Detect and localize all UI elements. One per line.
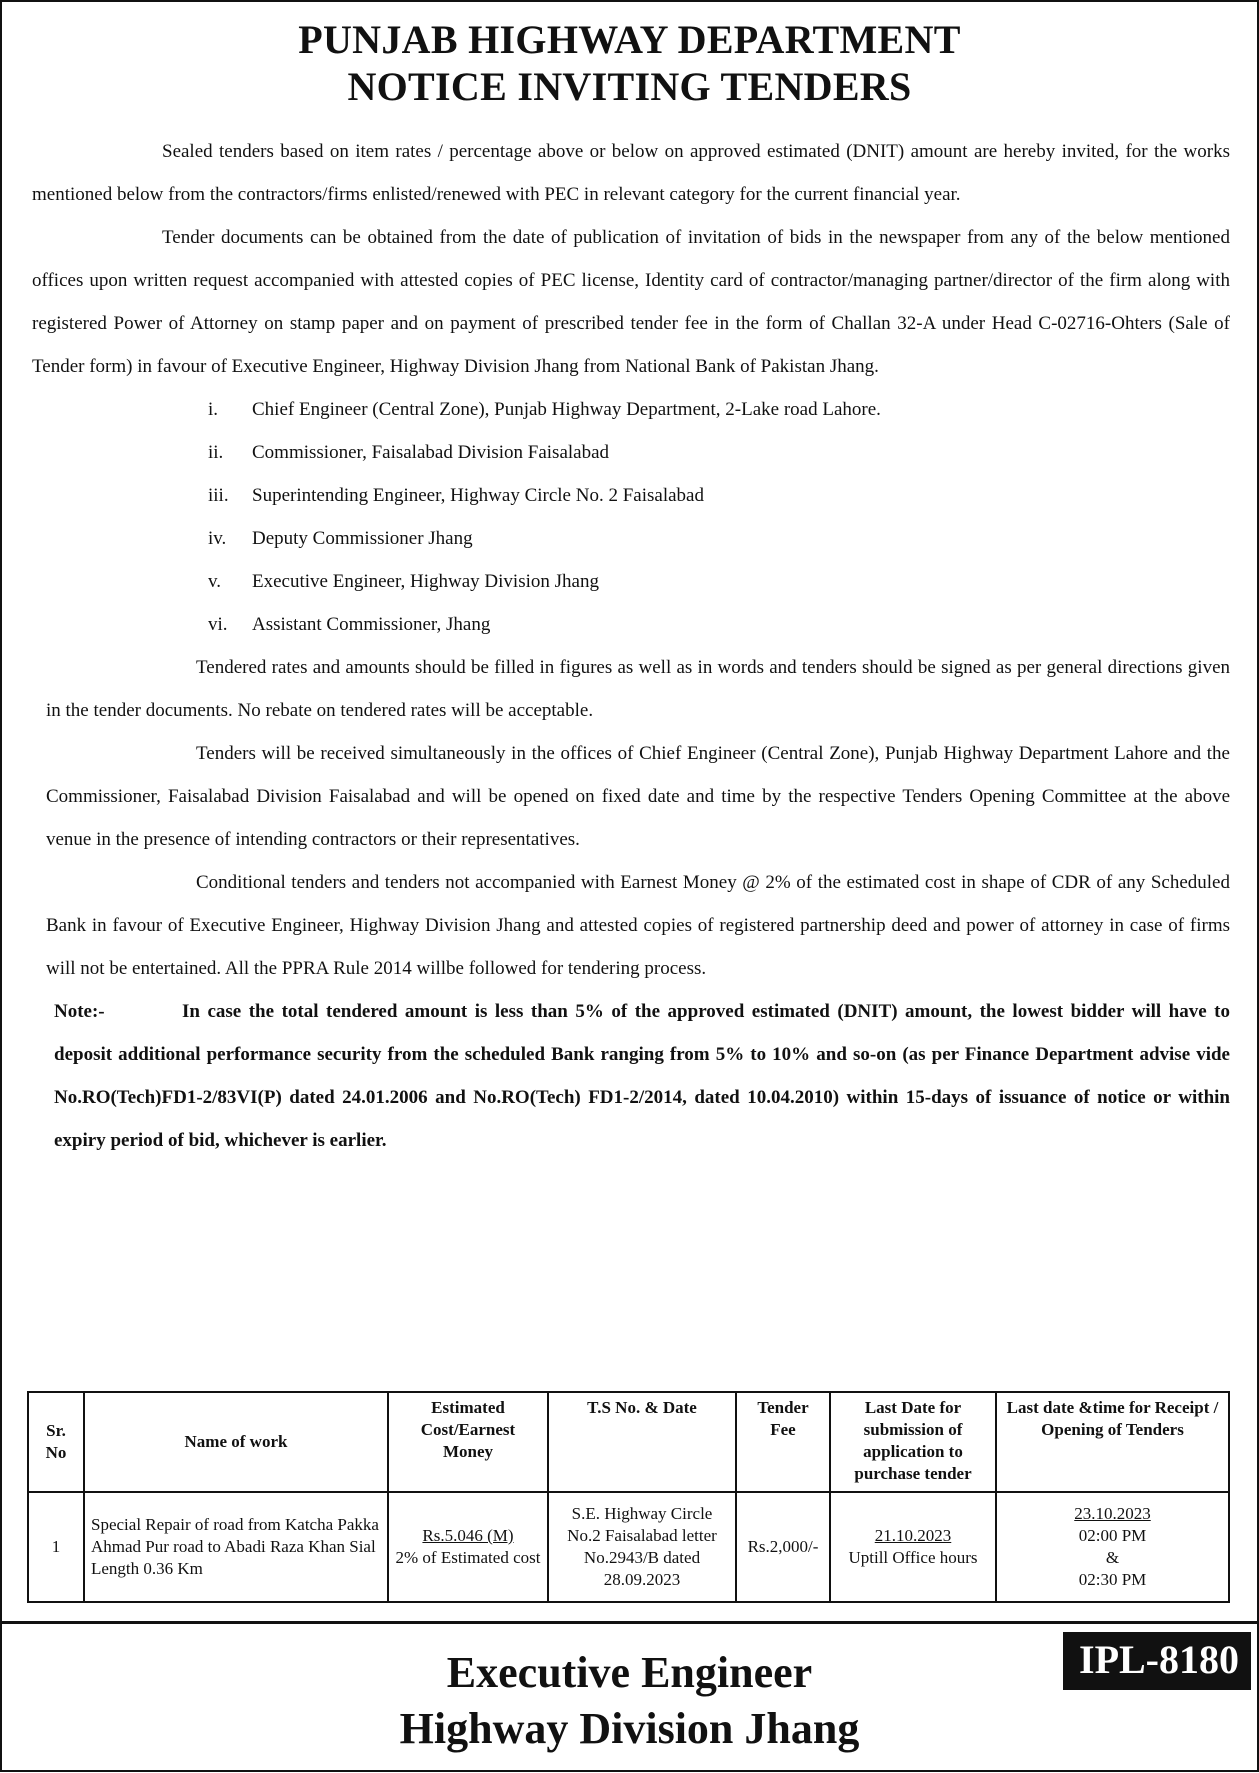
cell-tender-fee: Rs.2,000/-	[736, 1492, 830, 1602]
receipt-time: 02:00 PM	[1078, 1526, 1147, 1545]
note	[32, 990, 1230, 1162]
office-text: Executive Engineer, Highway Division Jhang	[252, 571, 599, 592]
paragraph-invitation: Sealed tenders based on item rates / percentage above or below on approved estimated (DNIT) amount are hereby invited, for the works mentioned below from the contractors/firms enlisted/renewed with PEC in relevant category for the current financial year.	[32, 141, 1230, 205]
office-text: Assistant Commissioner, Jhang	[252, 614, 491, 635]
office-item	[208, 388, 1230, 431]
paragraph-conditional: Conditional tenders and tenders not accompanied with Earnest Money @ 2% of the estimated cost in shape of CDR of any Scheduled Bank in favour of Executive Engineer, Highway Division Jhang and attested copies of registered partnership deed and power of attorney in case of firms will not be entertained. All the PPRA Rule 2014 willbe followed for tendering process.	[46, 872, 1230, 979]
header-sr-no: Sr. No	[28, 1392, 84, 1492]
cell-ts-no-date: S.E. Highway Circle No.2 Faisalabad letter No.2943/B dated 28.09.2023	[548, 1492, 736, 1602]
office-item	[208, 474, 1230, 517]
office-list	[32, 388, 1230, 646]
paragraph-receipt: Tenders will be received simultaneously in the offices of Chief Engineer (Central Zone), Punjab Highway Department Lahore and the Commissioner, Faisalabad Division Faisalabad and will be opened on fixed date and time by the respective Tenders Opening Committee at the above venue in the presence of intending contractors or their representatives.	[46, 743, 1230, 850]
office-number: i.	[208, 399, 219, 420]
cell-estimated-cost	[388, 1492, 548, 1602]
receipt-date: 23.10.2023	[1074, 1504, 1151, 1523]
header-tender-fee: Tender Fee	[736, 1392, 830, 1492]
paragraph-documents: Tender documents can be obtained from the date of publication of invitation of bids in the newspaper from any of the below mentioned offices upon written request accompanied with attested copies of PEC license, Identity card of contractor/managing partner/director of the firm along with registered Power of Attorney on stamp paper and on payment of prescribed tender fee in the form of Challan 32-A under Head C-02716-Ohters (Sale of Tender form) in favour of Executive Engineer, Highway Division Jhang from National Bank of Pakistan Jhang.	[32, 227, 1230, 377]
table-row	[28, 1492, 1229, 1602]
office-item	[208, 431, 1230, 474]
tender-table-wrap	[27, 1391, 1230, 1603]
ipl-badge: IPL-8180	[1063, 1632, 1251, 1690]
table-header-row	[28, 1392, 1229, 1492]
office-number: iii.	[208, 485, 229, 506]
office-text: Chief Engineer (Central Zone), Punjab Highway Department, 2-Lake road Lahore.	[252, 399, 881, 420]
cell-name-of-work: Special Repair of road from Katcha Pakka Ahmad Pur road to Abadi Raza Khan Sial Length 0.36 Km	[84, 1492, 388, 1602]
header-last-date-submission: Last Date for submission of application to purchase tender	[830, 1392, 996, 1492]
cost-amount: Rs.5.046 (M)	[422, 1526, 514, 1545]
note-label: Note:-	[54, 1001, 105, 1022]
receipt-ampersand: &	[1105, 1548, 1120, 1567]
header-estimated-cost: Estimated Cost/Earnest Money	[388, 1392, 548, 1492]
opening-time: 02:30 PM	[1078, 1570, 1147, 1589]
department-title: PUNJAB HIGHWAY DEPARTMENT	[298, 17, 961, 62]
earnest-money: 2% of Estimated cost	[395, 1548, 541, 1567]
last-date: 21.10.2023	[874, 1526, 952, 1545]
header-name-of-work: Name of work	[84, 1392, 388, 1492]
office-text: Superintending Engineer, Highway Circle No. 2 Faisalabad	[252, 485, 704, 506]
signature-footer	[2, 1621, 1257, 1773]
office-text: Commissioner, Faisalabad Division Faisalabad	[252, 442, 610, 463]
header-ts-no-date: T.S No. & Date	[548, 1392, 736, 1492]
notice-body	[32, 130, 1230, 1162]
last-date-note: Uptill Office hours	[848, 1548, 978, 1567]
cell-receipt-opening	[996, 1492, 1229, 1602]
cell-last-date-submission	[830, 1492, 996, 1602]
signatory-division: Highway Division Jhang	[399, 1704, 860, 1753]
signatory-title: Executive Engineer	[446, 1648, 813, 1697]
office-text: Deputy Commissioner Jhang	[252, 528, 473, 549]
header-receipt-opening: Last date &time for Receipt / Opening of Tenders	[996, 1392, 1229, 1492]
office-number: v.	[208, 571, 222, 592]
office-number: vi.	[208, 614, 228, 635]
notice-title: NOTICE INVITING TENDERS	[347, 64, 912, 109]
office-item	[208, 560, 1230, 603]
paragraph-rates: Tendered rates and amounts should be filled in figures as well as in words and tenders should be signed as per general directions given in the tender documents. No rebate on tendered rates will be acceptable.	[46, 657, 1230, 721]
office-number: ii.	[208, 442, 224, 463]
cell-sr: 1	[28, 1492, 84, 1602]
office-item	[208, 517, 1230, 560]
office-number: iv.	[208, 528, 227, 549]
note-text: In case the total tendered amount is less than 5% of the approved estimated (DNIT) amount, the lowest bidder will have to deposit additional performance security from the scheduled Bank ranging from 5% to 10% and so-on (as per Finance Department advise vide No.RO(Tech)FD1-2/83VI(P) dated 24.01.2006 and No.RO(Tech) FD1-2/2014, dated 10.04.2010) within 15-days of issuance of notice or within expiry period of bid, whichever is earlier.	[54, 1001, 1230, 1151]
tender-table	[27, 1391, 1230, 1603]
office-item	[208, 603, 1230, 646]
